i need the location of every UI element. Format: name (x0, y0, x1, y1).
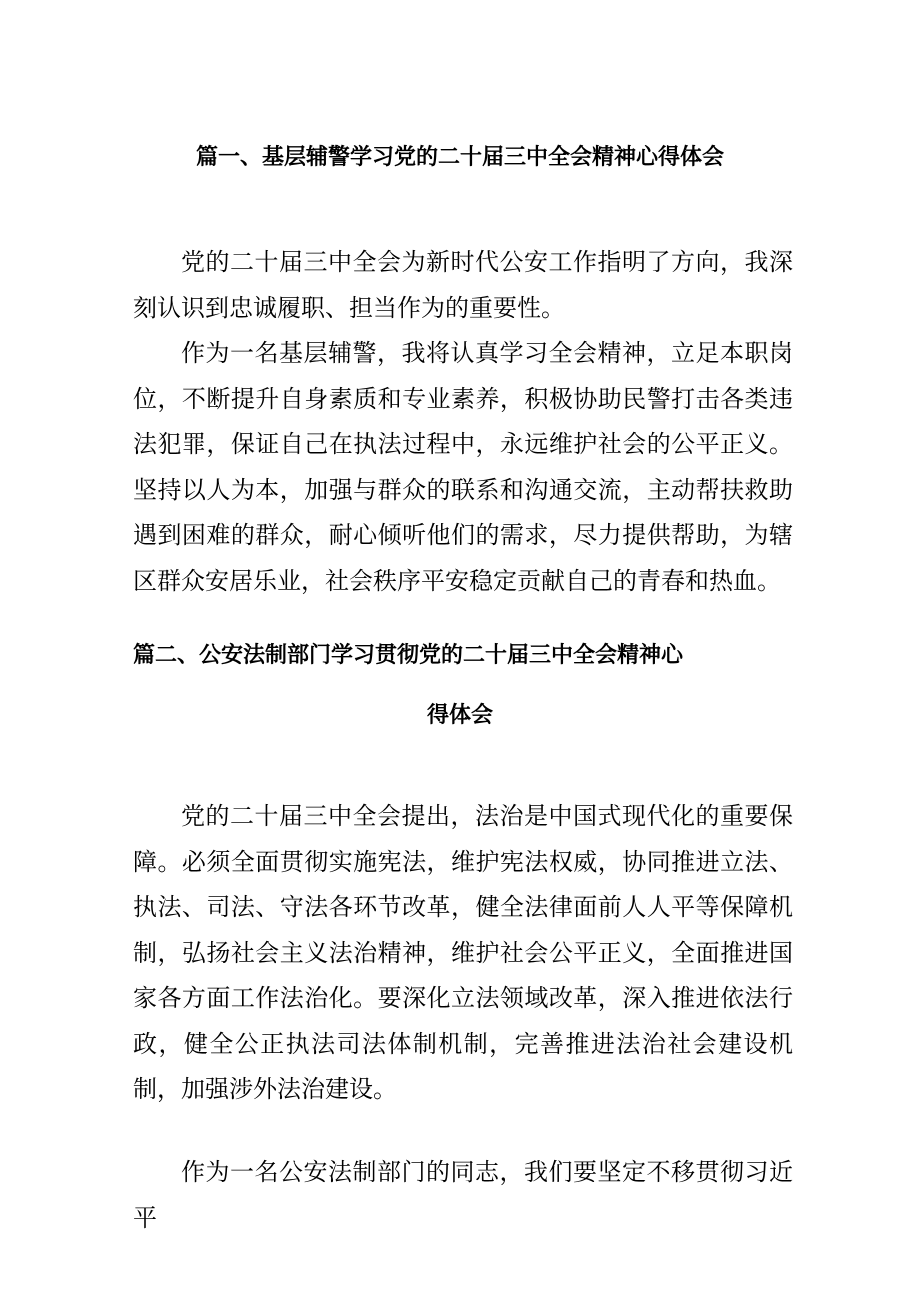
section2-heading-line1: 篇二、公安法制部门学习贯彻党的二十届三中全会精神心 (133, 643, 684, 668)
section2-paragraph-2: 作为一名公安法制部门的同志，我们要坚定不移贯彻习近平 (133, 1158, 793, 1232)
section2-heading-line2: 得体会 (426, 703, 493, 728)
section2-paragraph-1: 党的二十届三中全会提出，法治是中国式现代化的重要保障。必须全面贯彻实施宪法，维护宪法权威，协同推进立法、执法、司法、守法各环节改革，健全法律面前人人平等保障机制，弘扬社会主义法治精神，维护社会公平正义，全面推进国家各方面工作法治化。要深化立法领域改革，深入推进依法行政，健全公正执法司法体制机制，完善推进法治社会建设机制，加强涉外法治建设。 (133, 802, 793, 1103)
section1-paragraph-1: 党的二十届三中全会为新时代公安工作指明了方向，我深刻认识到忠诚履职、担当作为的重要性。 (133, 248, 793, 322)
section1-paragraph-2: 作为一名基层辅警，我将认真学习全会精神，立足本职岗位，不断提升自身素质和专业素养，积极协助民警打击各类违法犯罪，保证自己在执法过程中，永远维护社会的公平正义。坚持以人为本，加强与群众的联系和沟通交流，主动帮扶救助遇到困难的群众，耐心倾听他们的需求，尽力提供帮助，为辖区群众安居乐业，社会秩序平安稳定贡献自己的青春和热血。 (133, 339, 793, 595)
section1-heading: 篇一、基层辅警学习党的二十届三中全会精神心得体会 (195, 145, 724, 170)
